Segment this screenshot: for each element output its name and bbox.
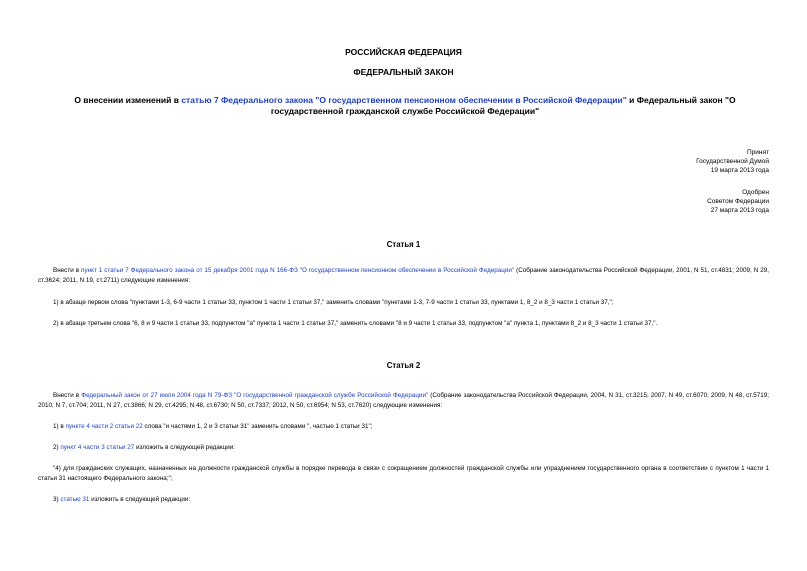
country-heading: РОССИЙСКАЯ ФЕДЕРАЦИЯ	[345, 47, 462, 57]
article1-heading: Статья 1	[386, 240, 421, 249]
article2-item1-tail: слова "и частями 1, 2 и 3 статьи 31" заменить словами ", частью 1 статьи 31";	[142, 423, 373, 430]
article2-item3-tail: изложить в следующей редакции:	[89, 496, 191, 503]
article1-intro-text: Внести в	[53, 267, 82, 274]
article2-heading: Статья 2	[386, 361, 421, 370]
article2-intro-link[interactable]: Федеральный закон от 27 июля 2004 года N 79-ФЗ "О государственной гражданской службе Российской Федерации"	[81, 392, 429, 399]
accepted-line: Принят	[746, 149, 769, 156]
article2-item1	[38, 422, 769, 432]
article1-item2: 2) в абзаце третьем слова "6, 8 и 9 части 1 статьи 33, подпунктом "а" пункта 1 части 1 статьи 37," заменить словами "8 и 9 части 1 статьи 33, подпунктом "а" пункта 1, пунктами 8_2 и 8_3 части 1 статьи 37,".	[53, 320, 658, 327]
article2-item3-link[interactable]: статью 31	[60, 496, 90, 503]
title-link-article7[interactable]: статью 7 Федерального закона "О государственном пенсионном обеспечении в Российской Федерации"	[181, 95, 627, 105]
article2-item1-text: 1) в	[53, 423, 66, 430]
accepted-block	[696, 148, 769, 175]
doc-type-heading: ФЕДЕРАЛЬНЫЙ ЗАКОН	[353, 67, 454, 77]
accepted-line: Государственной Думой	[696, 158, 769, 165]
approved-line: Одобрен	[742, 189, 769, 196]
article1-intro-link[interactable]: пункт 1 статьи 7 Федерального закона от 15 декабря 2001 года N 166-ФЗ "О государственном пенсионном обеспечении в Российской Федерации"	[81, 267, 515, 274]
accepted-line: 19 марта 2013 года	[710, 167, 769, 174]
article2-intro-text: Внести в	[53, 392, 82, 399]
article2-item2-text: 2)	[53, 444, 61, 451]
article2-item3-text: 3)	[53, 496, 61, 503]
title-text-tail: и Федеральный закон "О государственной гражданской службе Российской Федерации"	[270, 95, 736, 116]
article2-item2-link[interactable]: пункт 4 части 3 статьи 27	[60, 444, 135, 451]
article2-item2	[38, 443, 769, 453]
article2-quote: "4) для гражданских служащих, назначенных на должности гражданской службы в порядке перевода в связи с сокращением должностей гражданской службы или упразднением государственного органа в соответствии с пунктом 1 части 1 статьи 31 настоящего Федерального закона;";	[38, 465, 769, 482]
article2-item3	[38, 495, 769, 505]
approved-line: 27 марта 2013 года	[710, 207, 769, 214]
document-title	[60, 95, 750, 117]
article1-intro-tail: (Собрание законодательства Российской Федерации, 2001, N 51, ст.4831; 2009, N 29, ст.3624; 2011, N 19, ст.2711) следующие изменения:	[38, 267, 769, 284]
article1-intro	[38, 266, 769, 286]
article1-item1: 1) в абзаце первом слова "пунктами 1-3, 6-9 части 1 статьи 33, пунктом 1 части 1 статьи 37," заменить словами "пунктами 1-3, 7-9 части 1 статьи 33, пунктами 1, 8_2 и 8_3 части 1 статьи 37,";	[53, 299, 614, 306]
article2-item1-link[interactable]: пункте 4 части 2 статьи 22	[65, 423, 143, 430]
article2-item2-tail: изложить в следующей редакции:	[134, 444, 235, 451]
title-text: О внесении изменений в	[74, 95, 182, 105]
article2-intro-tail: (Собрание законодательства Российской Федерации, 2004, N 31, ст.3215; 2007, N 49, ст.6070; 2009, N 48, ст.5719; 2010, N 7, ст.704; 2011, N 27, ст.3866; N 29, ст.4295; N 48, ст.6730; N 50, ст.7337; 2012, N 50, ст.6954; N 53, ст.7620) следующие изменения:	[38, 392, 769, 409]
article2-intro	[38, 391, 769, 411]
approved-line: Советом Федерации	[707, 198, 769, 205]
approved-block	[707, 188, 769, 215]
